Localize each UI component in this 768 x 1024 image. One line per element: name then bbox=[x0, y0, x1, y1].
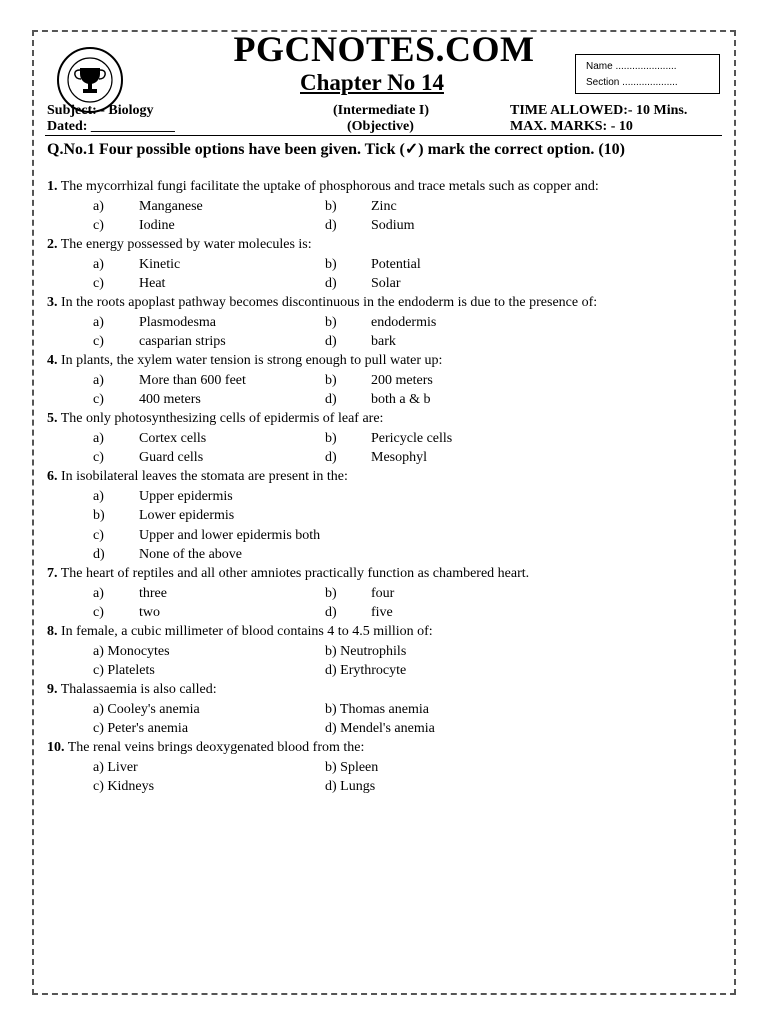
option-text: Pericycle cells bbox=[371, 430, 453, 446]
question-number: 3. bbox=[47, 295, 58, 310]
question-text: The heart of reptiles and all other amniotes practically function as chambered heart. bbox=[57, 566, 530, 581]
option-text: d) Lungs bbox=[325, 779, 376, 794]
question-number: 9. bbox=[47, 682, 58, 697]
option-letter: d) bbox=[325, 334, 337, 349]
option-letter: c) bbox=[93, 218, 104, 233]
option-text: Zinc bbox=[371, 198, 397, 214]
question-text: In isobilateral leaves the stomata are present in the: bbox=[57, 469, 348, 484]
option-text: d) Erythrocyte bbox=[325, 663, 407, 678]
question-item bbox=[47, 566, 529, 582]
question-item bbox=[47, 682, 217, 698]
question-number: 7. bbox=[47, 566, 58, 581]
subject-label: Subject: - Biology bbox=[47, 103, 154, 118]
question-number: 10. bbox=[47, 740, 65, 755]
test-type-label: (Objective) bbox=[347, 119, 414, 134]
option-text: bark bbox=[371, 334, 396, 349]
question-item bbox=[47, 237, 312, 253]
max-marks-label: MAX. MARKS: - 10 bbox=[510, 119, 633, 134]
question-item bbox=[47, 411, 383, 427]
question-number: 6. bbox=[47, 469, 58, 484]
option-text: two bbox=[139, 605, 160, 620]
option-text: Mesophyl bbox=[371, 450, 427, 465]
option-letter: b) bbox=[325, 198, 337, 214]
question-text: The mycorrhizal fungi facilitate the uptake of phosphorous and trace metals such as copper and: bbox=[57, 179, 599, 194]
option-letter: d) bbox=[93, 547, 105, 562]
question-text: The energy possessed by water molecules is: bbox=[57, 237, 312, 252]
question-item bbox=[47, 353, 442, 369]
option-text: c) Peter's anemia bbox=[93, 721, 189, 736]
time-allowed-label: TIME ALLOWED:- 10 Mins. bbox=[510, 103, 688, 118]
option-text: a) Liver bbox=[93, 759, 138, 775]
option-text: four bbox=[371, 585, 395, 601]
option-text: 200 meters bbox=[371, 372, 433, 388]
option-text: Potential bbox=[371, 256, 421, 272]
option-letter: a) bbox=[93, 256, 104, 272]
option-letter: d) bbox=[325, 605, 337, 620]
question-item bbox=[47, 179, 599, 195]
option-text: None of the above bbox=[139, 547, 243, 562]
option-letter: b) bbox=[325, 314, 337, 330]
option-text: b) Thomas anemia bbox=[325, 701, 429, 717]
option-text: Manganese bbox=[139, 198, 203, 214]
header-divider bbox=[45, 135, 722, 136]
option-letter: b) bbox=[325, 256, 337, 272]
question-text: The renal veins brings deoxygenated blood from the: bbox=[64, 740, 365, 755]
option-letter: c) bbox=[93, 392, 104, 407]
student-info-box bbox=[575, 54, 720, 94]
option-text: both a & b bbox=[371, 392, 431, 407]
option-letter: b) bbox=[93, 508, 105, 523]
level-label: (Intermediate I) bbox=[333, 103, 430, 118]
option-text: Plasmodesma bbox=[139, 314, 216, 330]
option-letter: c) bbox=[93, 527, 104, 543]
option-text: a) Cooley's anemia bbox=[93, 701, 200, 717]
option-letter: b) bbox=[325, 372, 337, 388]
name-field-label: Name ...................... bbox=[586, 61, 677, 72]
option-text: casparian strips bbox=[139, 334, 226, 349]
option-text: c) Platelets bbox=[93, 663, 155, 678]
question-number: 5. bbox=[47, 411, 58, 426]
option-text: Cortex cells bbox=[139, 430, 207, 446]
question-text: The only photosynthesizing cells of epidermis of leaf are: bbox=[57, 411, 384, 426]
question-item bbox=[47, 740, 364, 756]
option-text: b) Neutrophils bbox=[325, 643, 407, 659]
option-text: Sodium bbox=[371, 218, 415, 233]
option-text: c) Kidneys bbox=[93, 779, 155, 794]
option-text: More than 600 feet bbox=[139, 372, 246, 388]
option-text: d) Mendel's anemia bbox=[325, 721, 435, 736]
option-text: endodermis bbox=[371, 314, 437, 330]
option-letter: a) bbox=[93, 488, 104, 504]
question-text: In female, a cubic millimeter of blood contains 4 to 4.5 million of: bbox=[57, 624, 433, 639]
option-letter: a) bbox=[93, 372, 104, 388]
option-text: Kinetic bbox=[139, 256, 181, 272]
option-letter: a) bbox=[93, 198, 104, 214]
option-letter: a) bbox=[93, 314, 104, 330]
option-letter: d) bbox=[325, 450, 337, 465]
question-number: 8. bbox=[47, 624, 58, 639]
option-text: Solar bbox=[371, 276, 401, 291]
question-item bbox=[47, 624, 433, 640]
option-letter: d) bbox=[325, 218, 337, 233]
option-text: three bbox=[139, 585, 167, 601]
option-text: Iodine bbox=[139, 218, 175, 233]
option-letter: b) bbox=[325, 585, 337, 601]
option-text: Upper epidermis bbox=[139, 488, 233, 504]
chapter-title: Chapter No 14 bbox=[300, 70, 444, 95]
option-text: Upper and lower epidermis both bbox=[139, 527, 321, 543]
question-number: 4. bbox=[47, 353, 58, 368]
question-text: Thalassaemia is also called: bbox=[57, 682, 217, 697]
question-text: In the roots apoplast pathway becomes discontinuous in the endoderm is due to the presence of: bbox=[57, 295, 598, 310]
option-letter: c) bbox=[93, 605, 104, 620]
question-number: 1. bbox=[47, 179, 58, 194]
option-text: a) Monocytes bbox=[93, 643, 170, 659]
question-item bbox=[47, 469, 348, 485]
question-instructions: Q.No.1 Four possible options have been given. Tick (✓) mark the correct option. (10) bbox=[47, 141, 625, 158]
dated-label: Dated: ____________ bbox=[47, 119, 175, 134]
option-letter: b) bbox=[325, 430, 337, 446]
option-letter: a) bbox=[93, 585, 104, 601]
question-number: 2. bbox=[47, 237, 58, 252]
option-letter: a) bbox=[93, 430, 104, 446]
site-title: PGCNOTES.COM bbox=[233, 29, 535, 69]
option-text: 400 meters bbox=[139, 392, 201, 407]
option-text: Guard cells bbox=[139, 450, 204, 465]
section-field-label: Section .................... bbox=[586, 77, 678, 88]
option-letter: d) bbox=[325, 276, 337, 291]
option-letter: d) bbox=[325, 392, 337, 407]
option-letter: c) bbox=[93, 276, 104, 291]
page-border bbox=[32, 30, 736, 995]
question-item bbox=[47, 295, 597, 311]
option-text: Heat bbox=[139, 276, 166, 291]
question-text: In plants, the xylem water tension is strong enough to pull water up: bbox=[57, 353, 443, 368]
option-text: five bbox=[371, 605, 393, 620]
option-text: Lower epidermis bbox=[139, 508, 235, 523]
option-letter: c) bbox=[93, 334, 104, 349]
option-text: b) Spleen bbox=[325, 759, 379, 775]
option-letter: c) bbox=[93, 450, 104, 465]
